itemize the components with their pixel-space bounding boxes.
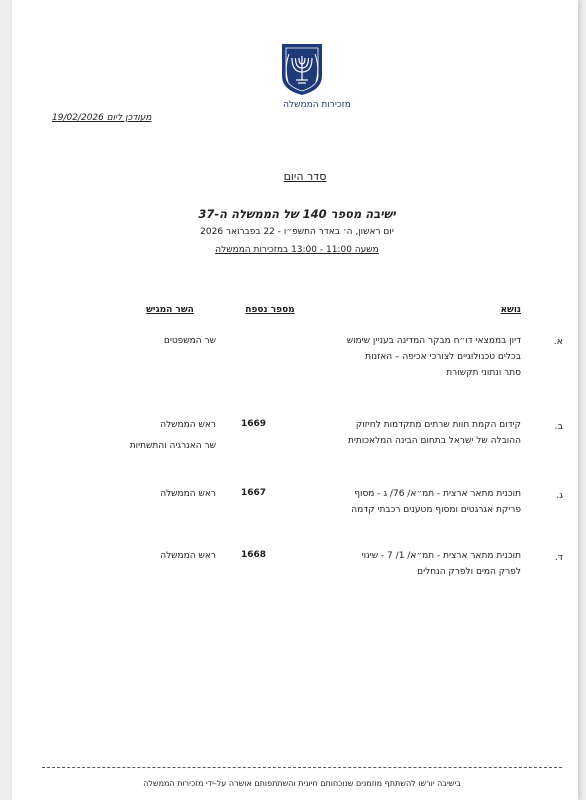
meeting-time: משעה 11:00 - 13:00 במזכירות הממשלה bbox=[215, 245, 379, 255]
presenting-minister: ראש הממשלה bbox=[160, 420, 216, 430]
agenda-item-topic bbox=[301, 417, 521, 449]
topic-line: ההובלה של ישראל בתחום הבינה המלאכותית bbox=[348, 436, 521, 446]
topic-line: פריקת אגרגטים ומסוף מטענים רכבתי קדמה bbox=[351, 505, 521, 515]
topic-line: דיון בממצאי דו״ח מבקר המדינה בעניין שימוש bbox=[346, 336, 521, 346]
topic-line: בכלים טכנולוגיים לצורכי אכיפה – האזנות bbox=[365, 352, 521, 362]
topic-line: תוכנית מתאר ארצית - תמ״א/ 1/ 7 - שינוי bbox=[361, 551, 521, 561]
agenda-title: סדר היום bbox=[283, 170, 327, 183]
presenting-minister: שר האנרגיה והתשתיות bbox=[129, 441, 216, 451]
row-letter: א. bbox=[553, 336, 563, 347]
agenda-item-topic bbox=[301, 486, 521, 518]
agenda-item-topic bbox=[301, 333, 521, 381]
column-header-topic: נושא bbox=[500, 305, 521, 315]
footer-note: בישיבה יורשו להשתתף מוזמנים שנוכחותם חיונית והשתתפותם אושרה על-ידי מזכירות הממשלה bbox=[143, 779, 461, 788]
topic-line: קידום הקמת חוות שרתים מתקדמות לחיזוק bbox=[355, 420, 521, 430]
row-letter: ד. bbox=[554, 552, 563, 563]
topic-line: סתר ונתוני תקשורת bbox=[446, 368, 521, 378]
topic-line: לפרק המים ולפרק הנחלים bbox=[417, 567, 521, 577]
presenting-minister: ראש הממשלה bbox=[160, 489, 216, 499]
office-name: מזכירות הממשלה bbox=[283, 100, 351, 110]
document-page bbox=[12, 0, 578, 800]
updated-date: מעודכן ליום 19/02/2026 bbox=[52, 113, 152, 123]
meeting-date: יום ראשון, ה׳ באדר התשפ״ו - 22 בפברואר 2026 bbox=[200, 227, 394, 237]
attachment-number: 1669 bbox=[241, 419, 267, 429]
column-header-minister: השר המגיש bbox=[146, 305, 194, 315]
row-letter: ב. bbox=[554, 421, 563, 432]
presenting-minister: שר המשפטים bbox=[163, 336, 216, 346]
agenda-item-topic bbox=[301, 548, 521, 580]
state-emblem-icon bbox=[278, 42, 326, 96]
presenting-minister: ראש הממשלה bbox=[160, 551, 216, 561]
meeting-title: ישיבה מספר 140 של הממשלה ה-37 bbox=[198, 207, 396, 221]
footer-divider bbox=[42, 767, 562, 768]
attachment-number: 1667 bbox=[241, 488, 267, 498]
topic-line: תוכנית מתאר ארצית - תמ״א/ 76/ ג - מסוף bbox=[354, 489, 521, 499]
row-letter: ג. bbox=[556, 490, 563, 501]
column-header-attachment: מספר נספח bbox=[245, 305, 295, 315]
attachment-number: 1668 bbox=[241, 550, 267, 560]
